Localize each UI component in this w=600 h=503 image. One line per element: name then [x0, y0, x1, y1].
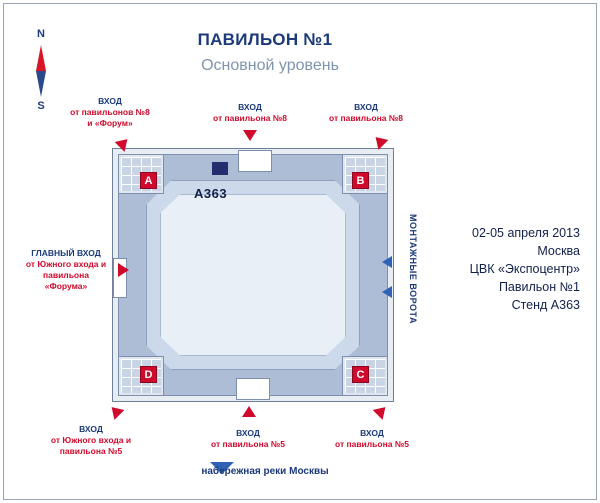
vestibule-bottom-center	[236, 378, 270, 400]
compass-rose	[22, 28, 60, 114]
event-venue: ЦВК «Экспоцентр»	[469, 262, 580, 276]
main-entrance-label: ГЛАВНЫЙ ВХОД от Южного входа и павильона «Форума»	[25, 248, 107, 291]
entrance-bottom-left-label: ВХОД от Южного входа и павильона №5	[50, 424, 132, 456]
page-title: ПАВИЛЬОН №1	[197, 30, 333, 49]
event-city: Москва	[537, 244, 580, 258]
zone-badge-b: B	[352, 172, 369, 189]
floor-plan	[112, 148, 394, 402]
stand-location-marker	[212, 162, 228, 175]
mounting-gate-arrow-bottom-icon	[382, 286, 392, 298]
entrance-bottom-center-arrow-icon	[242, 406, 256, 417]
zone-badge-d: D	[140, 366, 157, 383]
mounting-gate-arrow-top-icon	[382, 256, 392, 268]
main-entrance-arrow-icon	[118, 263, 129, 277]
inner-floor-area	[160, 194, 346, 356]
mounting-gates-label: МОНТАЖНЫЕ ВОРОТА	[408, 214, 418, 324]
entrance-top-left-label: ВХОД от павильонов №8 и «Форум»	[70, 96, 150, 128]
compass-needle-icon	[36, 45, 46, 97]
river-label: набережная реки Москвы	[201, 466, 329, 477]
page-subtitle: Основной уровень	[201, 57, 339, 74]
event-pavilion: Павильон №1	[498, 280, 580, 294]
compass-north-label: N	[37, 28, 45, 40]
entrance-bottom-right-label: ВХОД от павильона №5	[334, 428, 410, 449]
entrance-top-right-label: ВХОД от павильона №8	[328, 102, 404, 123]
vestibule-top-center	[238, 150, 272, 172]
zone-badge-c: C	[352, 366, 369, 383]
event-info-block	[410, 224, 580, 314]
entrance-top-center-label: ВХОД от павильона №8	[212, 102, 288, 123]
stand-location-label: A363	[194, 186, 228, 201]
entrance-bottom-center-label: ВХОД от павильона №5	[210, 428, 286, 449]
compass-south-label: S	[37, 100, 45, 112]
zone-badge-a: A	[140, 172, 157, 189]
entrance-top-center-arrow-icon	[243, 130, 257, 141]
event-stand: Стенд А363	[511, 298, 580, 312]
event-dates: 02-05 апреля 2013	[472, 226, 580, 240]
